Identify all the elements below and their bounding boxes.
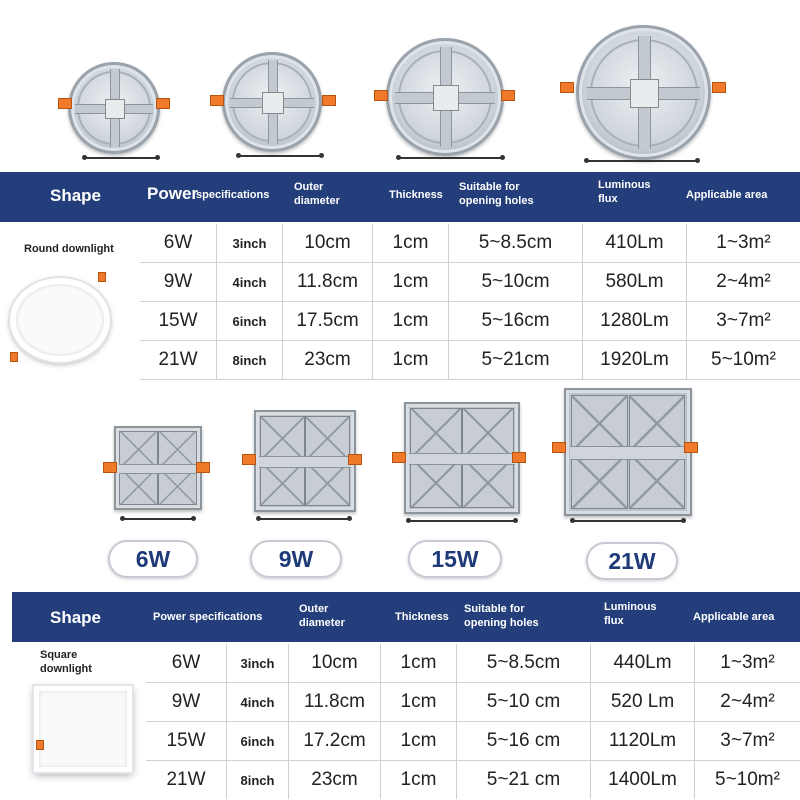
header-luminous: Luminous flux [604,601,657,627]
cell-holes: 5~16cm [448,302,582,340]
cell-thickness: 1cm [372,263,448,301]
cell-size: 3inch [216,224,282,262]
watt-label-9w: 9W [250,540,342,578]
dimension-line [398,157,503,159]
table-row [146,683,800,722]
cell-holes: 5~10cm [448,263,582,301]
cell-size: 3inch [226,644,288,682]
cell-outer: 17.2cm [288,722,380,760]
cell-size: 4inch [216,263,282,301]
cell-outer: 23cm [282,341,372,379]
dimension-line [238,155,322,157]
header-shape: Shape [50,608,102,627]
cell-thickness: 1cm [372,302,448,340]
header-power: Power specifications [153,611,263,623]
square-table-header [12,592,800,642]
cell-area: 3~7m² [694,722,800,760]
cell-thickness: 1cm [380,644,456,682]
dimension-line [572,520,684,522]
cell-power: 9W [171,691,201,712]
cell-outer: 10cm [282,224,372,262]
table-row [140,302,800,341]
cell-power: 15W [158,310,198,331]
header-suitable: Suitable for opening holes [459,181,534,207]
header-area: Applicable area [686,189,768,201]
cell-power: 21W [166,769,206,790]
header-suitable: Suitable for opening holes [464,603,539,629]
table-row [146,761,800,799]
cell-holes: 5~21 cm [456,761,590,799]
header-thickness: Thickness [395,611,449,623]
cell-size: 6inch [226,722,288,760]
cell-area: 1~3m² [686,224,800,262]
cell-power: 21W [158,349,198,370]
header-power: Power [147,184,199,203]
cell-area: 3~7m² [686,302,800,340]
header-shape: Shape [50,186,102,205]
cell-outer: 11.8cm [288,683,380,721]
cell-area: 5~10m² [686,341,800,379]
cell-size: 6inch [216,302,282,340]
table-row [146,722,800,761]
cell-outer: 11.8cm [282,263,372,301]
cell-holes: 5~10 cm [456,683,590,721]
dimension-line [84,157,158,159]
header-luminous: Luminous flux [598,179,651,205]
dimension-line [408,520,516,522]
cell-holes: 5~21cm [448,341,582,379]
cell-area: 5~10m² [694,761,800,799]
table-row [140,224,800,263]
cell-flux: 1920Lm [582,341,686,379]
cell-thickness: 1cm [380,683,456,721]
cell-thickness: 1cm [380,722,456,760]
dimension-line [258,518,350,520]
table-row [140,341,800,380]
cell-holes: 5~16 cm [456,722,590,760]
cell-thickness: 1cm [372,341,448,379]
cell-power: 9W [163,271,193,292]
cell-power: 6W [171,652,201,673]
cell-outer: 17.5cm [282,302,372,340]
header-specifications: specifications [196,189,270,201]
cell-outer: 10cm [288,644,380,682]
cell-size: 8inch [226,761,288,799]
cell-flux: 520 Lm [590,683,694,721]
header-thickness: Thickness [389,189,443,201]
square-downlight-label: Square downlight [40,649,92,675]
cell-flux: 1280Lm [582,302,686,340]
header-outer-diameter: Outer diameter [294,181,340,207]
cell-size: 4inch [226,683,288,721]
watt-label-6w: 6W [108,540,198,578]
table-row [140,263,800,302]
cell-flux: 1120Lm [590,722,694,760]
cell-power: 6W [163,232,193,253]
watt-label-21w: 21W [586,542,678,580]
round-table-header [0,172,800,222]
watt-label-15w: 15W [408,540,502,578]
cell-flux: 440Lm [590,644,694,682]
cell-flux: 410Lm [582,224,686,262]
cell-flux: 580Lm [582,263,686,301]
cell-thickness: 1cm [372,224,448,262]
cell-area: 2~4m² [694,683,800,721]
cell-holes: 5~8.5cm [456,644,590,682]
table-row [146,644,800,683]
cell-size: 8inch [216,341,282,379]
cell-area: 2~4m² [686,263,800,301]
header-area: Applicable area [693,611,775,623]
cell-power: 15W [166,730,206,751]
dimension-line [122,518,194,520]
cell-holes: 5~8.5cm [448,224,582,262]
cell-flux: 1400Lm [590,761,694,799]
dimension-line [586,160,698,162]
round-downlight-label: Round downlight [24,243,114,255]
header-outer-diameter: Outer diameter [299,603,345,629]
cell-thickness: 1cm [380,761,456,799]
cell-area: 1~3m² [694,644,800,682]
cell-outer: 23cm [288,761,380,799]
